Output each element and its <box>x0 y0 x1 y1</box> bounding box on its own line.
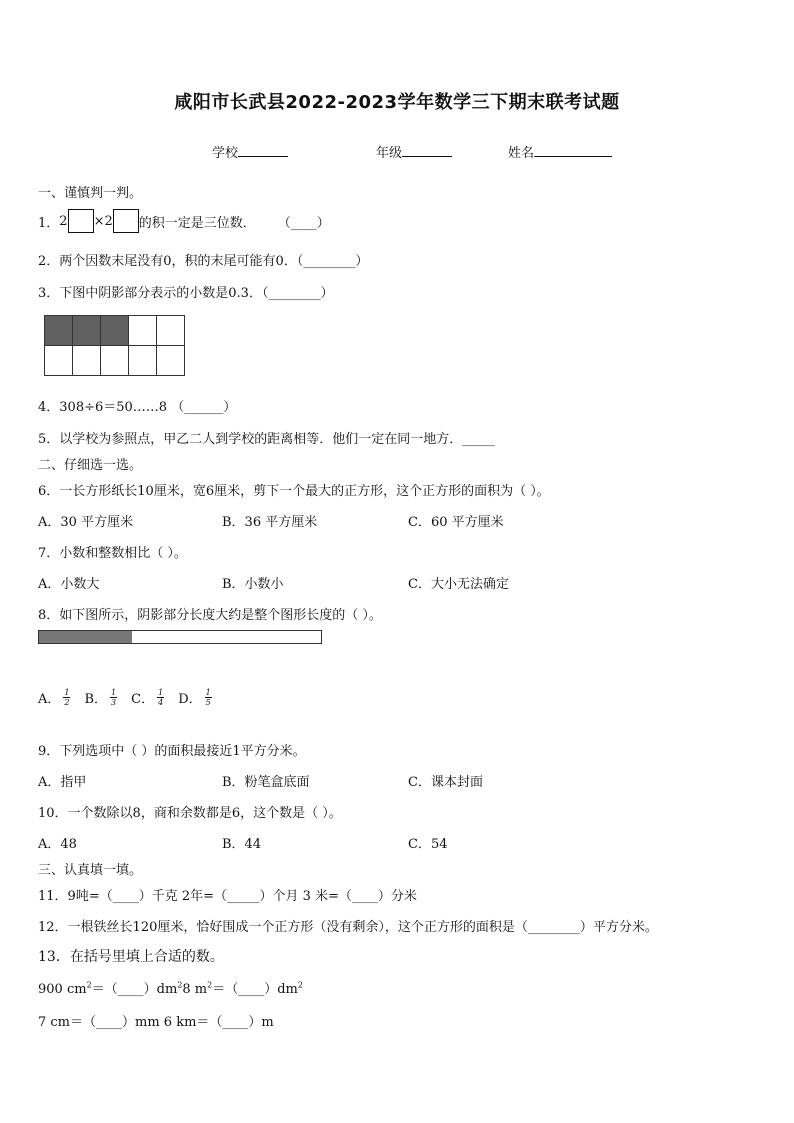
question-2: 2．两个因数末尾没有0，积的末尾可能有0．（________） <box>38 254 369 269</box>
school-blank[interactable] <box>238 144 288 157</box>
section-2-heading: 二、仔细选一选。 <box>38 458 143 473</box>
grid-cell <box>157 346 185 376</box>
q8-option-c-label: C． <box>131 692 155 707</box>
name-field[interactable] <box>508 142 612 161</box>
grid-cell <box>73 346 101 376</box>
q6-option-c[interactable]: C．60 平方厘米 <box>408 515 504 530</box>
grid-cell <box>101 346 129 376</box>
question-6: 6．一长方形纸长10厘米，宽6厘米，剪下一个最大的正方形，这个正方形的面积为（ ）。 <box>38 484 550 499</box>
q8-length-bar <box>38 630 322 644</box>
q1-number: 1． <box>38 215 60 231</box>
school-field[interactable] <box>212 142 288 161</box>
q8-option-b[interactable] <box>84 688 117 707</box>
question-1 <box>38 209 330 233</box>
question-3: 3．下图中阴影部分表示的小数是0.3．（________） <box>38 286 334 301</box>
q1-box-b[interactable] <box>113 209 139 233</box>
fraction-one-fifth: $\frac{1}{5}$ <box>205 688 211 707</box>
section-3-heading: 三、认真填一填。 <box>38 863 143 878</box>
q1-answer[interactable]: （____） <box>277 215 330 231</box>
question-12: 12．一根铁丝长120厘米，恰好围成一个正方形（没有剩余），这个正方形的面积是（________）平方分米。 <box>38 920 658 935</box>
grid-cell <box>157 316 185 346</box>
q1-digit-a: 2 <box>59 213 68 229</box>
name-blank[interactable] <box>534 144 612 157</box>
q6-option-b[interactable]: B．36 平方厘米 <box>222 515 318 530</box>
question-7: 7．小数和整数相比（ ）。 <box>38 546 187 561</box>
q10-option-b[interactable]: B．44 <box>222 837 262 852</box>
q8-options <box>38 688 212 707</box>
section-1-heading: 一、谨慎判一判。 <box>38 186 143 201</box>
q8-option-c[interactable] <box>131 688 164 707</box>
grid-cell-shaded <box>73 316 101 346</box>
q7-option-b[interactable]: B．小数小 <box>222 577 284 592</box>
question-9: 9．下列选项中（ ）的面积最接近1平方分米。 <box>38 744 306 759</box>
q9-option-b[interactable]: B．粉笔盒底面 <box>222 775 310 790</box>
q13-dm2-blank[interactable]: ＝（____）dm <box>91 982 178 997</box>
q10-option-a[interactable]: A．48 <box>38 837 77 852</box>
fraction-one-third: $\frac{1}{3}$ <box>111 688 117 707</box>
page-title: 咸阳市长武县2022-2023学年数学三下期末联考试题 <box>174 92 620 113</box>
school-label: 学校 <box>212 146 239 161</box>
q13-cm2-value: 900 cm <box>38 982 87 997</box>
q9-option-c[interactable]: C．课本封面 <box>408 775 483 790</box>
fraction-one-half: $\frac{1}{2}$ <box>64 688 70 707</box>
grid-cell <box>129 346 157 376</box>
question-10: 10．一个数除以8，商和余数都是6，这个数是（ ）。 <box>38 806 342 821</box>
grade-label: 年级 <box>376 146 403 161</box>
name-label: 姓名 <box>508 146 535 161</box>
q8-shaded-part <box>39 631 132 643</box>
grid-cell-shaded <box>101 316 129 346</box>
question-8: 8．如下图所示，阴影部分长度大约是整个图形长度的（ ）。 <box>38 608 382 623</box>
question-5: 5．以学校为参照点，甲乙二人到学校的距离相等．他们一定在同一地方．_____ <box>38 432 495 447</box>
q8-option-b-label: B． <box>84 692 108 707</box>
fraction-one-quarter: $\frac{1}{4}$ <box>158 688 164 707</box>
question-11: 11．9吨=（____）千克 2年=（_____）个月 3 米=（____）分米 <box>38 889 417 904</box>
grade-blank[interactable] <box>402 144 452 157</box>
q3-grid <box>44 315 185 376</box>
question-4: 4．308÷6＝50……8 （______） <box>38 400 237 415</box>
grid-cell-shaded <box>45 316 73 346</box>
q13-dm2-blank-2[interactable]: ＝（____）dm <box>212 982 298 997</box>
q1-text: 的积一定是三位数． <box>138 215 256 231</box>
q8-option-a-label: A． <box>38 692 61 707</box>
q8-option-a[interactable] <box>38 688 70 707</box>
q1-box-a[interactable] <box>68 209 94 233</box>
q1-digit-b: ×2 <box>93 213 113 229</box>
grid-cell <box>45 346 73 376</box>
q13-line-1: 900 $cm^2=(\_\_\_\_)dm^28$ $m^2=(\_\_\_\_)dm^2$ <box>38 980 303 997</box>
q13-m2-value: 8 m <box>182 982 208 997</box>
q10-option-c[interactable]: C．54 <box>408 837 448 852</box>
grid-cell <box>129 316 157 346</box>
q13-line-2: 7 cm＝（____）mm 6 km＝（____）m <box>38 1015 274 1030</box>
q9-option-a[interactable]: A．指甲 <box>38 775 87 790</box>
q8-option-d-label: D． <box>178 692 202 707</box>
q6-option-a[interactable]: A．30 平方厘米 <box>38 515 134 530</box>
question-13: 13．在括号里填上合适的数。 <box>38 949 224 965</box>
q7-option-c[interactable]: C．大小无法确定 <box>408 577 509 592</box>
grade-field[interactable] <box>376 142 452 161</box>
q8-option-d[interactable] <box>178 688 212 707</box>
q7-option-a[interactable]: A．小数大 <box>38 577 100 592</box>
